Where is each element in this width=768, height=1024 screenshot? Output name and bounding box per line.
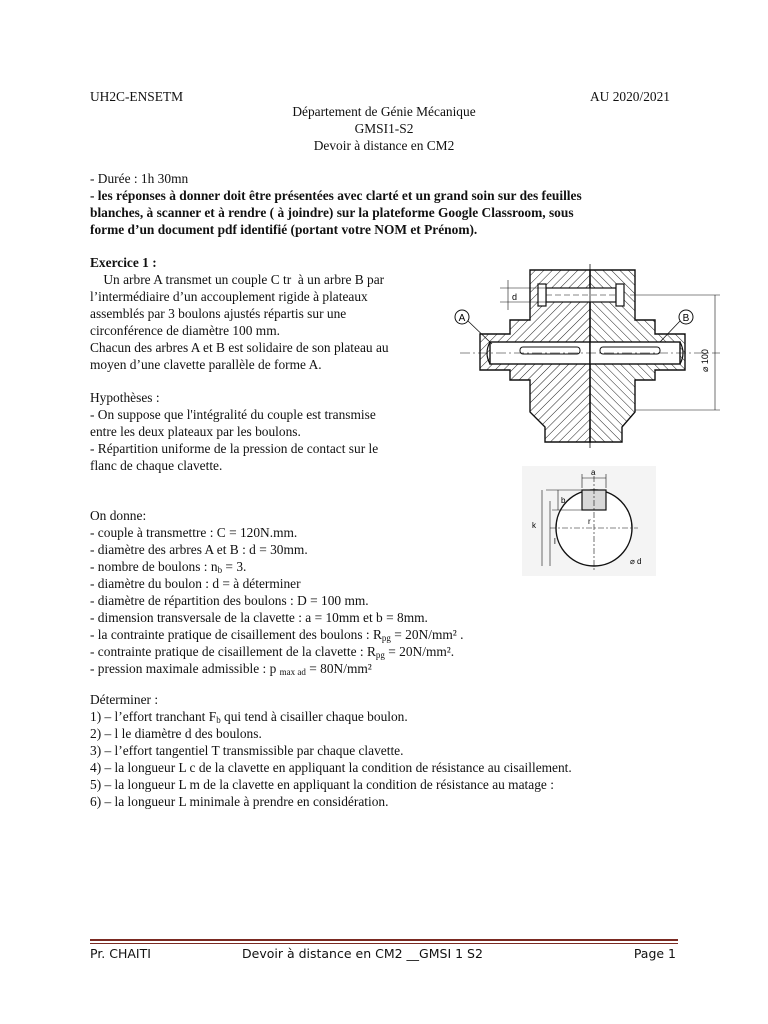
footer-rule (90, 939, 678, 941)
label-bolt-circle: ⌀ 100 (700, 349, 710, 372)
question-1: 1) – l’effort tranchant $F_b$ qui tend à cisailler chaque boulon. (90, 709, 408, 725)
intro-line: circonférence de diamètre 100 mm. (90, 323, 280, 338)
label-shaft-diameter: ⌀ d (630, 557, 642, 566)
hypothesis-line: entre les deux plateaux par les boulons. (90, 424, 301, 439)
key-section-diagram (522, 466, 656, 576)
question-3: 3) – l’effort tangentiel T transmissible par chaque clavette. (90, 743, 404, 758)
given-line: - contrainte pratique de cisaillement de la clavette : $R_{pg} = 20N/mm^2$. (90, 644, 455, 660)
footer-title: Devoir à distance en CM2 __GMSI 1 S2 (242, 946, 483, 961)
intro-line: assemblés par 3 boulons ajustés répartis sur une (90, 306, 347, 321)
footer-page-number: Page 1 (633, 946, 676, 961)
determine-title: Déterminer : (90, 692, 159, 707)
label-r: r (588, 517, 591, 526)
given-line: - diamètre du boulon : d = à déterminer (90, 576, 301, 591)
coupling-diagram (450, 262, 740, 454)
question-4: 4) – la longueur L c de la clavette en appliquant la condition de résistance au cisaillement. (90, 760, 572, 775)
label-key-height: b (561, 496, 566, 505)
hypothesis-line: - On suppose que l'intégralité du couple est transmise (90, 407, 376, 422)
given-line: - diamètre de répartition des boulons : D = 100 mm. (90, 593, 369, 608)
given-line: - pression maximale admissible : p $_{max ad}$ = 80N/mm² (90, 661, 372, 677)
hypothesis-line: - Répartition uniforme de la pression de contact sur le (90, 441, 379, 456)
label-shaft-b: B (682, 313, 690, 324)
document-title: Devoir à distance en CM2 (313, 138, 455, 153)
intro-line: Un arbre A transmet un couple C tr à un arbre B par (90, 272, 385, 287)
intro-line: l’intermédiaire d’un accouplement rigide à plateaux (90, 289, 368, 304)
intro-line: moyen d’une clavette parallèle de forme A. (90, 357, 322, 372)
instruction-line-1: - les réponses à donner doit être présentées avec clarté et un grand soin sur des feuilles (90, 188, 582, 203)
header-class: GMSI1-S2 (354, 121, 414, 136)
given-line: - dimension transversale de la clavette : a = 10mm et b = 8mm. (90, 610, 428, 625)
given-line: - la contrainte pratique de cisaillement des boulons : $R_{pg} = 20N/mm^2$ . (90, 627, 464, 643)
label-l: l (554, 537, 556, 546)
header-year: AU 2020/2021 (590, 89, 670, 104)
label-key-width: a (591, 468, 596, 477)
given-line: - diamètre des arbres A et B : d = 30mm. (90, 542, 308, 557)
hypotheses-title: Hypothèses : (90, 390, 160, 405)
instruction-line-3: forme d’un document pdf identifié (portant votre NOM et Prénom). (90, 222, 478, 237)
question-5: 5) – la longueur L m de la clavette en appliquant la condition de résistance au matage : (90, 777, 554, 792)
duration: - Durée : 1h 30mn (90, 171, 189, 186)
question-6: 6) – la longueur L minimale à prendre en considération. (90, 794, 389, 809)
given-title: On donne: (90, 508, 147, 523)
label-bolt-diameter: d (512, 292, 518, 302)
intro-line: Chacun des arbres A et B est solidaire de son plateau au (90, 340, 389, 355)
label-k: k (532, 521, 536, 530)
hypothesis-line: flanc de chaque clavette. (90, 458, 223, 473)
question-2: 2) – l le diamètre d des boulons. (90, 726, 262, 741)
given-line: - nombre de boulons : $n_b = 3$. (90, 559, 247, 575)
footer-author: Pr. CHAITI (90, 946, 151, 961)
header-school: UH2C-ENSETM (90, 89, 183, 104)
header-department: Département de Génie Mécanique (292, 104, 476, 119)
instruction-line-2: blanches, à scanner et à rendre ( à joindre) sur la plateforme Google Classroom, sous (90, 205, 574, 220)
footer-rule-thin (90, 943, 678, 944)
given-line: - couple à transmettre : C = 120N.mm. (90, 525, 298, 540)
exercise-title: Exercice 1 : (90, 255, 157, 270)
label-shaft-a: A (458, 313, 466, 324)
